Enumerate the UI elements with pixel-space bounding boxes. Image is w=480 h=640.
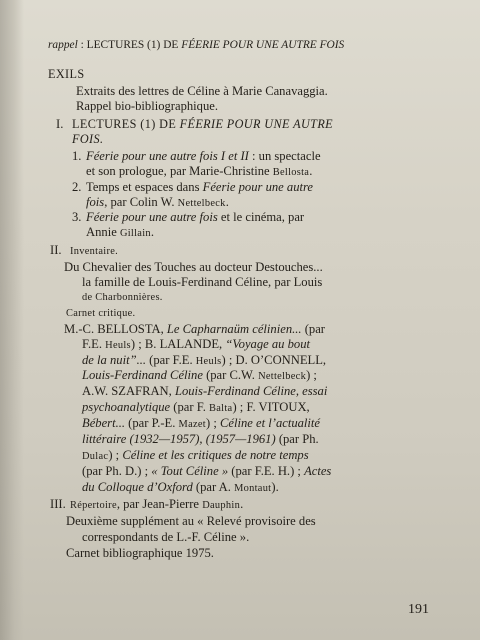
exils-line-2: Rappel bio-bibliographique. (76, 99, 218, 113)
running-header (48, 38, 344, 53)
s3-l1-b: , par Jean-Pierre (116, 497, 203, 511)
p2-l7-c: Mazet (178, 419, 206, 430)
section-3-number: III. (50, 497, 66, 511)
section-2-heading: Inventaire. (70, 246, 119, 257)
p2-l6-a: psychoanalytique (82, 400, 171, 414)
item-2-text-2: , par Colin W. (104, 195, 178, 209)
item-2-period: . (225, 195, 229, 209)
s3-l1-d: . (240, 497, 244, 511)
s2-p2-line-6 (82, 400, 310, 416)
p2-l9-b: ) ; (108, 448, 123, 462)
s3-l1-a: Répertoire (70, 500, 117, 511)
item-1-title: Féerie pour une autre fois I et II (86, 149, 249, 163)
p2-l4-a: Louis-Ferdinand Céline (82, 368, 203, 382)
item-2-line-2 (86, 195, 229, 211)
item-1-line-1 (86, 149, 321, 164)
s2-p2-line-7 (82, 416, 320, 432)
s2-p2-line-11 (82, 480, 279, 496)
section-1-heading-a: LECTURES (1) DE (72, 117, 180, 131)
carnet-critique: Carnet critique. (66, 308, 136, 319)
item-3-title: Féerie pour une autre fois (86, 210, 218, 224)
p2-l11-a: du Colloque d’Oxford (82, 480, 193, 494)
p2-l8-b: (par Ph. (275, 432, 319, 446)
exils-heading: EXILS (48, 67, 85, 81)
p2-l2-c: ) ; B. LALANDE, (130, 337, 226, 351)
s2-p2-line-1 (64, 322, 325, 337)
p2-l1-title: Le Capharnaüm célinien... (166, 322, 302, 336)
item-1-text: : un spectacle (248, 149, 321, 163)
item-3-line-1 (86, 210, 304, 225)
p2-l6-c: Balta (209, 403, 233, 414)
s2-p1-line-3: de Charbonnières. (82, 292, 163, 303)
header-sep: : (77, 39, 87, 51)
item-3-period: . (150, 225, 155, 239)
s2-p2-line-4 (82, 368, 317, 384)
p2-l4-c: Nettelbeck (258, 371, 307, 382)
item-3-number: 3. (72, 210, 82, 224)
s2-p2-line-8 (82, 432, 319, 447)
p2-l10-c: (par F.E. H.) ; (228, 464, 305, 478)
exils-line-1: Extraits des lettres de Céline à Marie Canavaggia. (76, 84, 328, 98)
p2-l9-c: Céline et les critiques de notre temps (122, 448, 309, 462)
header-title-a: LECTURES (1) DE (86, 39, 182, 51)
section-3-line-3: correspondants de L.-F. Céline ». (82, 530, 250, 544)
p2-l6-b: (par F. (170, 400, 210, 414)
item-3-author: Gillain (119, 228, 151, 239)
p2-l7-b: (par P.-E. (125, 416, 179, 430)
p2-l4-b: (par C.W. (202, 368, 259, 382)
p2-l5-b: Louis-Ferdinand Céline, essai (174, 384, 328, 398)
p2-l7-e: Céline et l’actualité (220, 416, 321, 430)
item-2-title-end: fois (86, 195, 105, 209)
item-1-text-2: et son prologue, par Marie-Christine (86, 164, 273, 178)
page-number: 191 (408, 602, 429, 617)
item-2-title: Féerie pour une autre (202, 180, 314, 194)
p2-l11-b: (par A. (192, 480, 235, 494)
p2-l10-a: (par Ph. D.) ; (82, 464, 152, 478)
item-1-number: 1. (72, 149, 82, 163)
p2-l2-b: Heuls (105, 340, 131, 351)
s2-p2-line-2 (82, 337, 310, 353)
item-2-author: Nettelbeck (177, 198, 226, 209)
p2-l3-c: Heuls (195, 356, 222, 367)
p2-l5-a: A.W. SZAFRAN, (82, 384, 175, 398)
item-2-line-1 (86, 180, 313, 195)
item-3-text: et le cinéma, par (217, 210, 305, 224)
s2-p1-line-1: Du Chevalier des Touches au docteur Destouches... (64, 260, 323, 274)
header-title-b: FÉERIE POUR UNE AUTRE FOIS (181, 39, 345, 51)
p2-l7-a: Bébert... (82, 416, 126, 430)
item-1-period: . (309, 164, 313, 178)
p2-l10-d: Actes (304, 464, 332, 478)
item-2-text: Temps et espaces dans (86, 180, 203, 194)
item-1-author: Bellosta (272, 167, 310, 178)
section-3-line-4: Carnet bibliographique 1975. (66, 546, 214, 560)
p2-l7-d: ) ; (206, 416, 220, 430)
page-gutter-shadow (0, 0, 24, 640)
p2-l6-d: ) ; F. VITOUX, (232, 400, 310, 414)
section-1-heading-line-2: FOIS. (72, 132, 104, 146)
p2-l3-b: (par F.E. (146, 353, 196, 367)
s2-p2-line-10 (82, 464, 331, 479)
header-prefix: rappel (48, 39, 78, 51)
item-3-text-2: Annie (86, 225, 120, 239)
s3-l1-c: Dauphin (202, 500, 241, 511)
item-2-number: 2. (72, 180, 82, 194)
p2-l3-a: de la nuit”... (82, 353, 147, 367)
p2-l4-d: ) ; (306, 368, 317, 382)
s2-p2-line-9 (82, 448, 309, 464)
section-2-number: II. (50, 243, 62, 257)
section-1-heading-line-1 (72, 117, 333, 132)
s2-p2-line-3 (82, 353, 326, 369)
p2-l8-a: littéraire (1932—1957), (1957—1961) (82, 432, 276, 446)
p2-l1-author: M.-C. BELLOSTA, (64, 322, 167, 336)
p2-l1-text: (par (301, 322, 325, 336)
p2-l9-a: Dulac (82, 451, 109, 462)
item-3-line-2 (86, 225, 154, 241)
section-3-line-1 (70, 497, 243, 513)
p2-l2-d: “Voyage au bout (225, 337, 310, 351)
p2-l3-d: ) ; D. O’CONNELL, (221, 353, 327, 367)
p2-l2-a: F.E. (82, 337, 106, 351)
section-1-heading-b: FÉERIE POUR UNE AUTRE (179, 117, 334, 131)
section-3-line-2: Deuxième supplément au « Relevé provisoire des (66, 514, 316, 528)
section-1-number: I. (56, 117, 64, 131)
p2-l10-b: « Tout Céline » (151, 464, 229, 478)
s2-p1-line-2: la famille de Louis-Ferdinand Céline, par Louis (82, 275, 323, 289)
p2-l11-d: ). (271, 480, 279, 494)
s2-p2-line-5 (82, 384, 327, 399)
p2-l11-c: Montaut (234, 483, 272, 494)
item-1-line-2 (86, 164, 312, 180)
